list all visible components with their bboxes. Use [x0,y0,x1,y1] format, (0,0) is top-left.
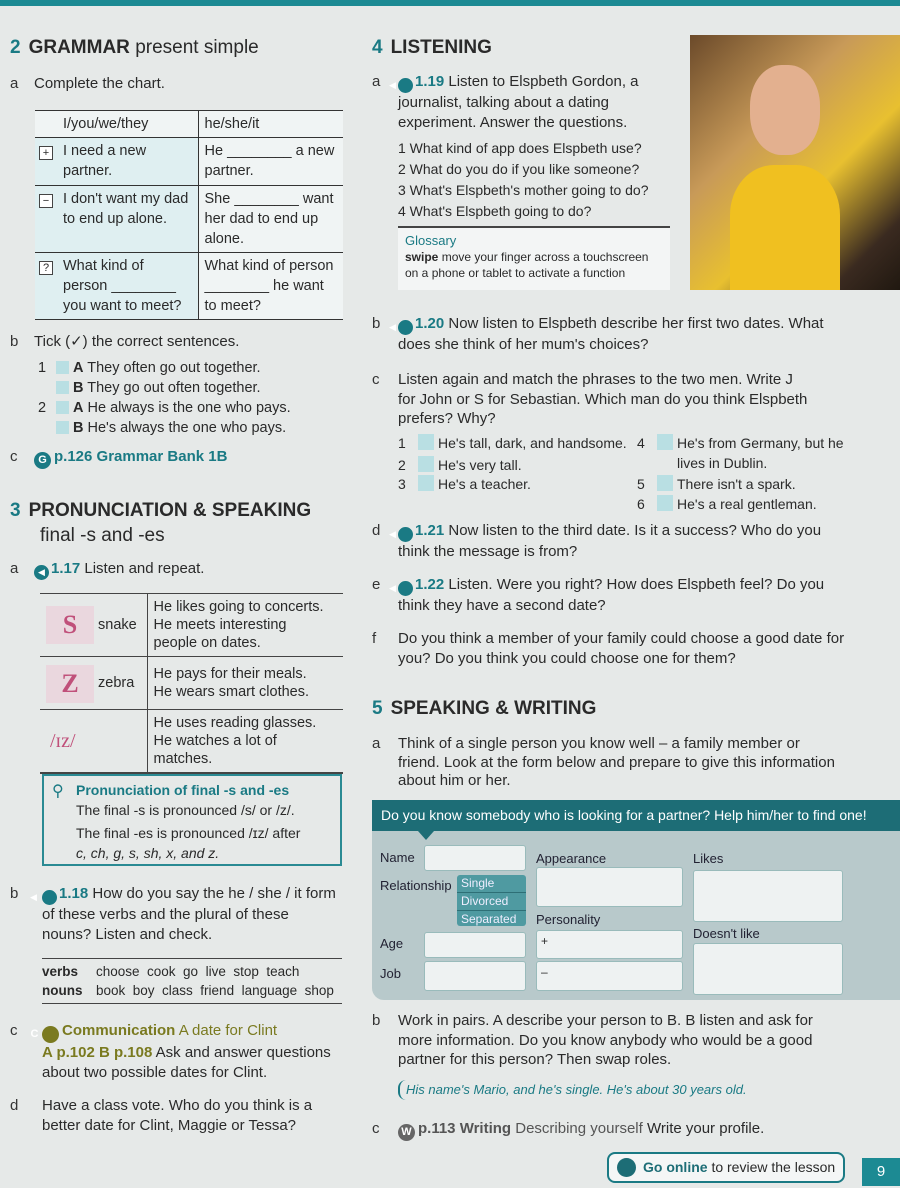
doesnt-like-field[interactable] [693,943,843,995]
personality-label: Personality [536,912,601,927]
chart-cell[interactable]: He ________ a new partner. [198,138,343,186]
glossary-box [398,226,670,290]
match-list-left [398,434,628,495]
go-online-button[interactable]: Go online to review the lesson [607,1152,845,1183]
chart-cell[interactable]: What kind of person ________ you want to meet? [63,258,182,314]
match-item[interactable]: 4 He's from Germany, but he lives in Dublin. [637,435,844,471]
magnifier-icon: ⚲ [52,783,64,800]
question-list [398,138,649,222]
woman-photo [690,35,900,290]
s4-f: f Do you think a member of your family could choose a good date for you? Do you think you could choose one for them? [372,630,845,667]
example-line: He meets interesting [153,617,287,633]
chart-cell: I need a new partner. [63,143,147,179]
example-line: He uses reading glasses. [153,715,317,731]
s4-c: c Listen again and match the phrases to the two men. Write J for John or S for Sebastian. Which man do you think Elspbeth prefers? Why? [372,371,808,427]
likes-field[interactable] [693,870,843,922]
writing-icon: W [398,1124,415,1141]
grammar-bank-link[interactable]: p.126 Grammar Bank 1B [54,448,228,465]
tick-item[interactable]: B They go out often together. [38,378,338,398]
chart-cell[interactable]: What kind of person ________ he want to meet? [198,253,343,320]
section-4-heading: 4 LISTENING [372,37,492,58]
s4-b: b ◀ 1.20 Now listen to Elspbeth describe her first two dates. What does she think of her mum's choices? [372,315,824,353]
grammar-chart [35,110,343,320]
name-field[interactable] [424,845,526,871]
chart-header: he/she/it [198,111,343,138]
audio-icon[interactable]: ◀ [398,320,413,335]
personality-plus-field[interactable]: + [536,930,683,959]
age-field[interactable] [424,932,526,958]
appearance-field[interactable] [536,867,683,907]
glossary-definition: move your finger across a touchscreen on a phone or tablet to activate a function [405,250,649,280]
yellow-top [730,165,840,290]
section-2-heading: 2 GRAMMAR present simple [10,37,259,58]
match-list-right [637,434,847,514]
audio-icon[interactable]: ◀ [398,581,413,596]
chart-cell[interactable]: She ________ want her dad to end up alone. [198,186,343,253]
match-item[interactable]: 2 He's very tall. [398,456,522,473]
question: 4 What's Elspbeth going to do? [398,203,592,219]
relationship-options [457,875,526,926]
tip-line: The final -es is pronounced /ɪz/ after [76,825,301,841]
example-line: people on dates. [153,635,261,651]
question: 3 What's Elspbeth's mother going to do? [398,182,649,198]
question: 2 What do you do if you like someone? [398,161,640,177]
plus-icon: + [39,146,53,160]
example-line: He watches a lot of matches. [153,733,277,767]
sound-word: snake [98,617,137,633]
tick-item[interactable]: 2 A He always is the one who pays. [38,400,291,416]
sound-symbol: /ɪz/ [40,710,147,773]
match-item[interactable]: 1 He's tall, dark, and handsome. [398,435,627,451]
match-item[interactable]: 5 There isn't a spark. [637,476,796,492]
tip-line: The final -s is pronounced /s/ or /z/. [76,802,295,818]
match-item[interactable]: 3 He's a teacher. [398,476,531,492]
question: 1 What kind of app does Elspbeth use? [398,140,642,156]
audio-icon[interactable]: ◀ [42,890,57,905]
example-line: He likes going to concerts. [153,599,324,615]
s3-c: c C Communication A date for Clint A p.102 B p.108 Ask and answer questions about two possible dates for Clint. [10,1022,331,1081]
partner-form [372,800,900,1000]
example-line: He wears smart clothes. [153,684,310,700]
s2-b: b Tick (✓) the correct sentences. [10,333,240,350]
question-icon: ? [39,261,53,275]
form-header: Do you know somebody who is looking for a partner? Help him/her to find one! [372,800,900,831]
option-separated[interactable]: Separated [461,912,517,926]
tick-item[interactable]: B He's always the one who pays. [38,418,338,438]
audio-icon[interactable]: ◀ [398,527,413,542]
doesnt-like-label: Doesn't like [693,926,760,941]
word-list: verbs choose cook go live stop teach nouns book boy class friend language shop [42,958,342,1004]
chart-cell: I don't want my dad to end up alone. [63,191,189,227]
job-field[interactable] [424,961,526,991]
communication-link[interactable]: A p.102 B p.108 [42,1044,153,1061]
option-divorced[interactable]: Divorced [457,893,526,911]
likes-label: Likes [693,851,724,866]
sound-table [40,593,343,774]
s4-e: e ◀ 1.22 Listen. Were you right? How does Elspbeth feel? Do you think they have a second date? [372,576,825,614]
option-single[interactable]: Single [457,875,526,893]
example-line: He pays for their meals. [153,666,307,682]
s5-a: a Think of a single person you know well – a family member or friend. Look at the form below and prepare to give this information about him or her. [372,735,835,789]
online-icon [617,1158,636,1177]
s3-b: b ◀ 1.18 How do you say the he / she / it form of these verbs and the plural of these nouns? Listen and check. [10,885,336,943]
job-label: Job [380,966,401,981]
s4-d: d ◀ 1.21 Now listen to the third date. Is it a success? Who do you think the message is from? [372,522,822,560]
s3-a: a ◀ 1.17 Listen and repeat. [10,559,204,580]
tick-item[interactable]: 1 A They often go out together. [38,360,261,376]
tick-list [38,358,338,438]
writing-link[interactable]: p.113 Writing [418,1120,512,1137]
sound-word: zebra [98,675,135,691]
s4-a: a ◀ 1.19 Listen to Elspbeth Gordon, a journalist, talking about a dating experiment. Answer the questions. [372,73,639,131]
tip-line: c, ch, g, s, sh, x, and z. [76,845,220,861]
header-pointer [418,831,434,840]
chart-header: I/you/we/they [35,111,198,138]
s3-d: d Have a class vote. Who do you think is a better date for Clint, Maggie or Tessa? [10,1097,313,1134]
face-shape [750,65,820,155]
pronunciation-tip-box [42,774,342,866]
relationship-label: Relationship [380,878,452,893]
example-speech: His name's Mario, and he's single. He's about 30 years old. [398,1080,747,1100]
age-label: Age [380,936,404,951]
match-item[interactable]: 6 He's a real gentleman. [637,495,817,512]
s2-c: c G p.126 Grammar Bank 1B [10,447,227,469]
page-number: 9 [862,1158,900,1186]
grammar-bank-icon: G [34,452,51,469]
glossary-title: Glossary [405,233,457,248]
s5-c: c W p.113 Writing Describing yourself Write your profile. [372,1119,842,1141]
noun-list: book boy class friend language shop [96,983,334,998]
glossary-term: swipe [405,250,439,264]
zebra-icon: Z [46,665,94,703]
s5-b: b Work in pairs. A describe your person to B. B listen and ask for more information. Do you know anybody who would be a good partner for this person? Then swap roles. [372,1012,813,1068]
name-label: Name [380,850,415,865]
minus-icon: − [39,194,53,208]
section-5-heading: 5 SPEAKING & WRITING [372,698,597,719]
section-3-subtitle: final -s and -es [40,525,165,546]
audio-icon[interactable]: ◀ [34,565,49,580]
tip-title: Pronunciation of final -s and -es [76,782,290,798]
personality-minus-field[interactable]: – [536,961,683,991]
section-3-heading: 3 PRONUNCIATION & SPEAKING [10,500,312,521]
snake-icon: S [46,606,94,644]
audio-icon[interactable]: ◀ [398,78,413,93]
appearance-label: Appearance [536,851,607,866]
top-bar [0,0,900,6]
communication-icon: C [42,1026,59,1043]
verb-list: choose cook go live stop teach [96,964,300,979]
s2-a: a Complete the chart. [10,75,165,92]
